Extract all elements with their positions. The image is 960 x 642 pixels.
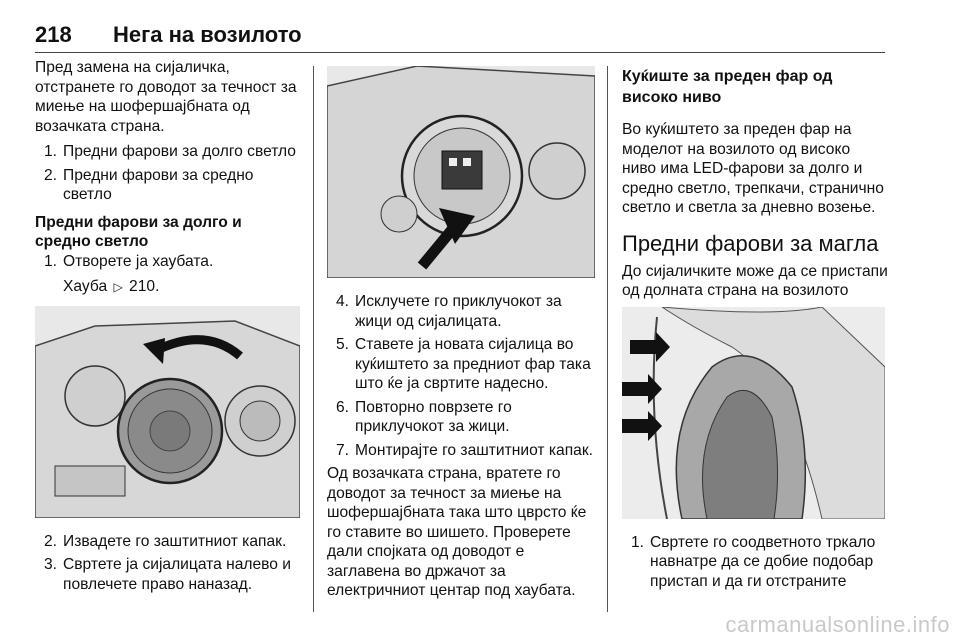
bulb-type-list <box>35 142 300 205</box>
paragraph: Во куќиштето за преден фар на моделот на возилото од високо ниво има LED-фарови за долго и средно светло, трепкачи, странично светло и светла за дневно возење. <box>622 121 884 216</box>
headlamp-rear-illustration <box>35 306 300 518</box>
list-item: 1. Отворете ја хаубата. <box>43 252 214 270</box>
column-2 <box>327 66 595 607</box>
step-list-3 <box>327 292 595 460</box>
fog-lamp-access-figure <box>622 307 885 519</box>
list-item: 2. Извадете го заштитниот капак. <box>43 532 287 550</box>
step-list-2 <box>35 532 300 595</box>
header-rule <box>35 52 885 53</box>
wheel-arch-illustration <box>622 307 885 519</box>
bulb-connector-figure <box>327 66 595 278</box>
watermark-text: carmanualsonline.info <box>725 612 950 637</box>
page-number: 218 <box>35 22 72 47</box>
page-ref-icon: ▷ <box>113 280 123 294</box>
intro-paragraph: Пред замена на сијаличка, отстранете го доводот за течност за миење на шофершајбната од возачката страна. <box>35 59 297 135</box>
list-item: 7. Монтирајте го заштитниот капак. <box>335 441 593 459</box>
column-1 <box>35 58 300 598</box>
headlamp-cover-figure <box>35 306 300 518</box>
paragraph: До сијаличките може да се пристапи од долната страна на возилото <box>622 262 888 299</box>
subheading: Предни фарови за долго и средно светло <box>35 213 242 250</box>
chapter-title: Нега на возилото <box>113 22 302 47</box>
list-item: 3. Свртете ја сијалицата налево и повлечете право наназад. <box>43 556 292 593</box>
step-list <box>35 252 300 272</box>
list-item: 1. Свртете го соодветното тркало навнатре да се добие подобар пристап и да ги отстраните <box>630 533 876 590</box>
column-divider <box>313 66 314 612</box>
list-item: 4. Исклучете го приклучокот за жици од сијалицата. <box>335 293 562 330</box>
section-heading: Куќиште за преден фар од високо ниво <box>622 68 833 106</box>
list-item: 6. Повторно поврзете го приклучокот за жици. <box>335 398 512 435</box>
column-3 <box>622 66 888 595</box>
column-divider <box>607 66 608 612</box>
list-item: 5. Ставете ја новата сијалица во куќиштето за предниот фар така што ќе ја свртите надесно. <box>335 336 591 392</box>
cross-reference[interactable]: Хауба ▷ 210. <box>35 277 300 298</box>
list-item: 1. Предни фарови за долго светло <box>43 143 296 160</box>
closing-paragraph: Од возачката страна, вратете го доводот за течност за миење на шофершајбната така што цврсто ќе го ставите во шишето. Проверете дали спојката од доводот е заглавена во држачот за електричниот центар под хаубата. <box>327 465 587 599</box>
page-header <box>35 22 885 52</box>
list-item: 2. Предни фарови за средно светло <box>43 166 254 203</box>
section-title: Предни фарови за магла <box>622 230 879 256</box>
step-list-4 <box>622 533 888 592</box>
connector-illustration <box>327 66 595 278</box>
